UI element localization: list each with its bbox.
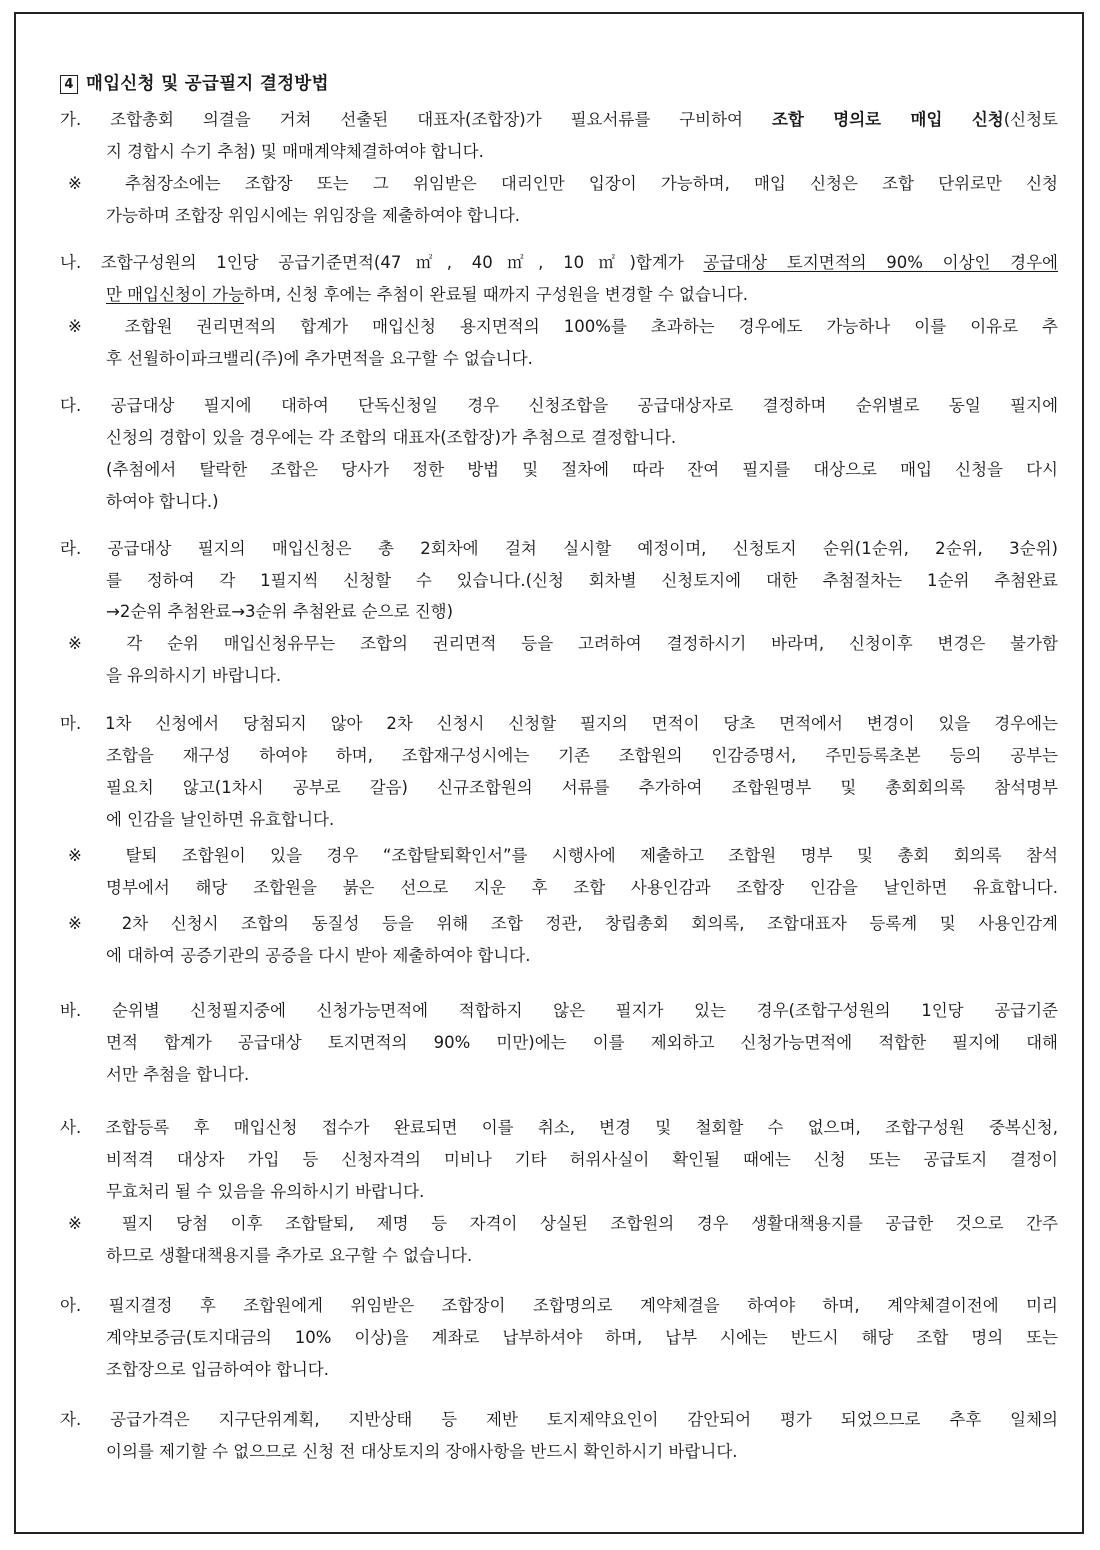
item-ra-line-3: →2순위 추첨완료→3순위 추첨완료 순으로 진행) bbox=[106, 602, 454, 621]
item-na-line-2: 만 매입신청이 가능하며, 신청 후에는 추첨이 완료될 때까지 구성원을 변경할 수 없습니다. bbox=[106, 285, 749, 304]
heading-number-box: 4 bbox=[60, 75, 78, 94]
item-a-line-3: 조합장으로 입금하여야 합니다. bbox=[106, 1360, 329, 1379]
item-ra-note-line-1: ※ 각 순위 매입신청유무는 조합의 권리면적 등을 고려하여 결정하시기 바라며, 신청이후 변경은 불가함 bbox=[68, 634, 1058, 653]
item-ga-line-2: 지 경합시 수기 추첨) 및 매매계약체결하여야 합니다. bbox=[106, 142, 484, 161]
item-ma-line-1: 마. 1차 신청에서 당첨되지 않아 2차 신청시 신청할 필지의 면적이 당초 면적에서 변경이 있을 경우에는 bbox=[60, 714, 1058, 733]
item-ma-line-2: 조합을 재구성 하여야 하며, 조합재구성시에는 기존 조합원의 인감증명서, 주민등록초본 등의 공부는 bbox=[106, 746, 1058, 765]
item-sa-note-line-1: ※ 필지 당첨 이후 조합탈퇴, 제명 등 자격이 상실된 조합원의 경우 생활대책용지를 공급한 것으로 간주 bbox=[68, 1214, 1058, 1233]
item-ma-line-3: 필요치 않고(1차시 공부로 갈음) 신규조합원의 서류를 추가하여 조합원명부 및 총회회의록 참석명부 bbox=[106, 778, 1058, 797]
item-ba-line-1: 바. 순위별 신청필지중에 신청가능면적에 적합하지 않은 필지가 있는 경우(조합구성원의 1인당 공급기준 bbox=[60, 1001, 1058, 1020]
item-ma-note1-line-1: ※ 탈퇴 조합원이 있을 경우 “조합탈퇴확인서”를 시행사에 제출하고 조합원 명부 및 총회 회의록 참석 bbox=[68, 846, 1058, 865]
item-na-note-line-2: 후 선월하이파크밸리(주)에 추가면적을 요구할 수 없습니다. bbox=[106, 349, 533, 368]
item-ma-note2-line-1: ※ 2차 신청시 조합의 동질성 등을 위해 조합 정관, 창립총회 회의록, 조합대표자 등록계 및 사용인감계 bbox=[68, 914, 1058, 933]
item-ga-note-line-1: ※ 추첨장소에는 조합장 또는 그 위임받은 대리인만 입장이 가능하며, 매입 신청은 조합 단위로만 신청 bbox=[68, 174, 1058, 193]
item-ga-line-1: 가. 조합총회 의결을 거쳐 선출된 대표자(조합장)가 필요서류를 구비하여 조합 명의로 매입 신청(신청토 bbox=[60, 110, 1058, 129]
item-da-line-2: 신청의 경합이 있을 경우에는 각 조합의 대표자(조합장)가 추첨으로 결정합니다. bbox=[106, 428, 677, 447]
item-ra-line-2: 를 정하여 각 1필지씩 신청할 수 있습니다.(신청 회차별 신청토지에 대한 추첨절차는 1순위 추첨완료 bbox=[106, 571, 1058, 590]
item-a-line-1: 아. 필지결정 후 조합원에게 위임받은 조합장이 조합명의로 계약체결을 하여야 하며, 계약체결이전에 미리 bbox=[60, 1296, 1058, 1315]
item-na-note-line-1: ※ 조합원 권리면적의 합계가 매입신청 용지면적의 100%를 초과하는 경우에도 가능하나 이를 이유로 추 bbox=[68, 317, 1058, 336]
section-heading bbox=[60, 72, 329, 96]
item-ra-note-line-2: 을 유의하시기 바랍니다. bbox=[106, 666, 282, 685]
item-sa-line-3: 무효처리 될 수 있음을 유의하시기 바랍니다. bbox=[106, 1182, 425, 1201]
item-sa-note-line-2: 하므로 생활대책용지를 추가로 요구할 수 없습니다. bbox=[106, 1246, 473, 1265]
item-ja-line-2: 이의를 제기할 수 없으므로 신청 전 대상토지의 장애사항을 반드시 확인하시기 바랍니다. bbox=[106, 1442, 738, 1461]
item-ba-line-2: 면적 합계가 공급대상 토지면적의 90% 미만)에는 이를 제외하고 신청가능면적에 적합한 필지에 대해 bbox=[106, 1033, 1058, 1052]
item-sa-line-2: 비적격 대상자 가입 등 신청자격의 미비나 기타 허위사실이 확인될 때에는 신청 또는 공급토지 결정이 bbox=[106, 1150, 1058, 1169]
item-a-line-2: 계약보증금(토지대금의 10% 이상)을 계좌로 납부하셔야 하며, 납부 시에는 반드시 해당 조합 명의 또는 bbox=[106, 1328, 1058, 1347]
item-ga-note-line-2: 가능하며 조합장 위임시에는 위임장을 제출하여야 합니다. bbox=[106, 206, 521, 225]
item-ma-line-4: 에 인감을 날인하면 유효합니다. bbox=[106, 810, 335, 829]
heading-title: 매입신청 및 공급필지 결정방법 bbox=[86, 74, 329, 94]
item-da-line-3: (추첨에서 탈락한 조합은 당사가 정한 방법 및 절차에 따라 잔여 필지를 대상으로 매입 신청을 다시 bbox=[106, 460, 1058, 479]
item-sa-line-1: 사. 조합등록 후 매입신청 접수가 완료되면 이를 취소, 변경 및 철회할 수 없으며, 조합구성원 중복신청, bbox=[60, 1118, 1058, 1137]
item-ja-line-1: 자. 공급가격은 지구단위계획, 지반상태 등 제반 토지제약요인이 감안되어 평가 되었으므로 추후 일체의 bbox=[60, 1410, 1058, 1429]
item-da-line-1: 다. 공급대상 필지에 대하여 단독신청일 경우 신청조합을 공급대상자로 결정하며 순위별로 동일 필지에 bbox=[60, 396, 1058, 415]
item-ma-note2-line-2: 에 대하여 공증기관의 공증을 다시 받아 제출하여야 합니다. bbox=[106, 946, 531, 965]
item-ra-line-1: 라. 공급대상 필지의 매입신청은 총 2회차에 걸쳐 실시할 예정이며, 신청토지 순위(1순위, 2순위, 3순위) bbox=[60, 539, 1058, 558]
item-na-line-1: 나. 조합구성원의 1인당 공급기준면적(47㎡, 40㎡, 10㎡)합계가 공급대상 토지면적의 90% 이상인 경우에 bbox=[60, 253, 1058, 272]
item-ma-note1-line-2: 명부에서 해당 조합원을 붉은 선으로 지운 후 조합 사용인감과 조합장 인감을 날인하면 유효합니다. bbox=[106, 878, 1058, 897]
item-da-line-4: 하여야 합니다.) bbox=[106, 492, 219, 511]
item-ba-line-3: 서만 추첨을 합니다. bbox=[106, 1065, 250, 1084]
